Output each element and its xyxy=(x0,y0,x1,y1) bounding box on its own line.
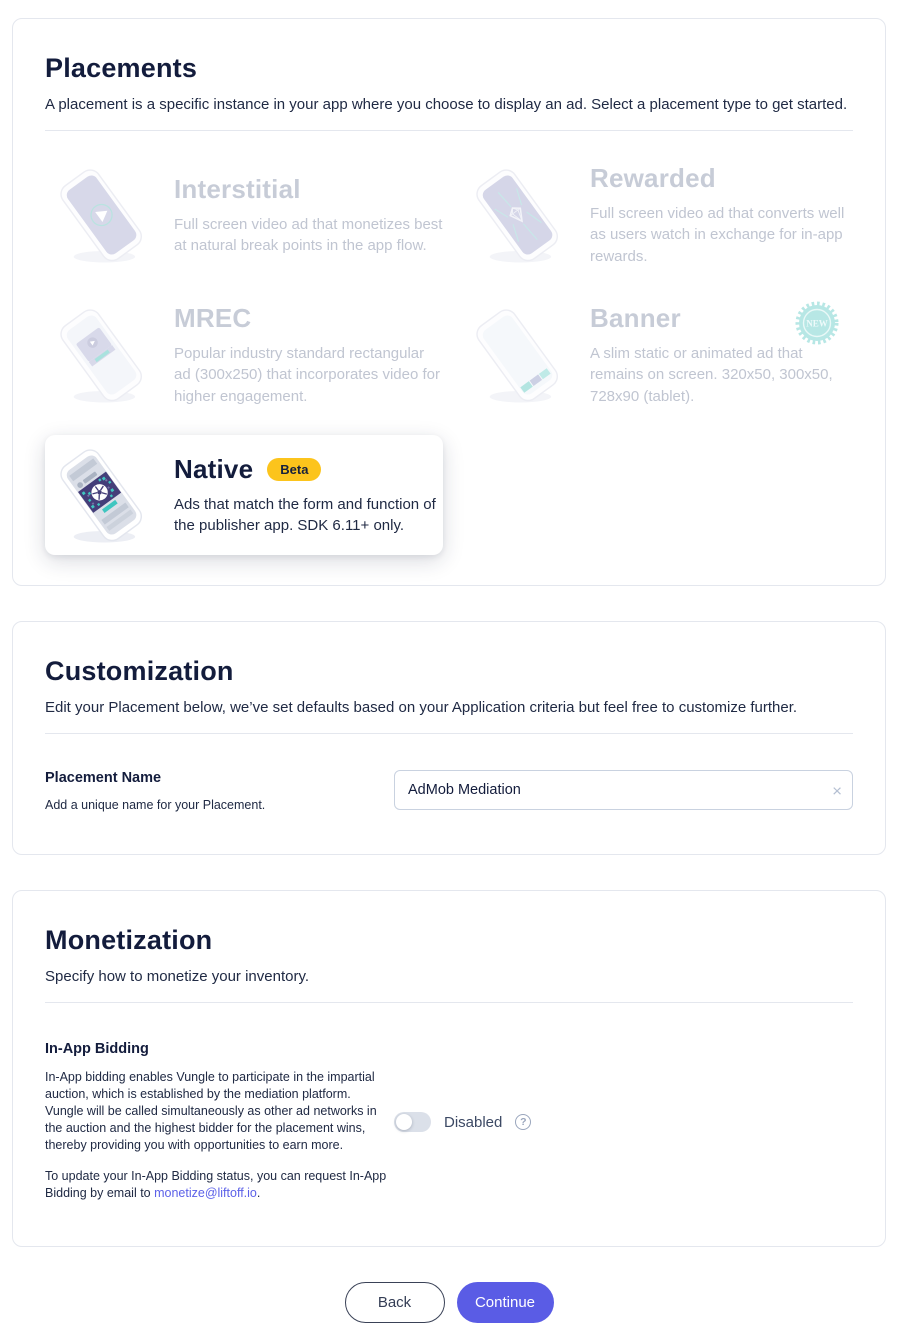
native-phone-icon xyxy=(45,438,160,553)
placement-type-title: Rewarded xyxy=(590,163,716,194)
placement-type-title: Interstitial xyxy=(174,173,301,204)
in-app-bidding-toggle[interactable] xyxy=(394,1112,431,1132)
new-badge-icon xyxy=(795,301,839,345)
in-app-bidding-description: In-App bidding enables Vungle to participate in the impartial auction, which is established by the mediation platform. Vungle will be called simultaneously as other ad networks in the auction and the highest bidder for the placement wins, thereby providing you with opportunities to earn more. xyxy=(45,1070,377,1152)
placements-subtitle: A placement is a specific instance in your app where you choose to display an ad. Select a placement type to get started. xyxy=(45,96,848,113)
placement-type-rewarded[interactable] xyxy=(461,155,853,275)
in-app-bidding-label: In-App Bidding xyxy=(45,1041,149,1057)
placement-type-description: Full screen video ad that converts well as users watch in exchange for in-app rewards. xyxy=(590,205,845,265)
continue-button[interactable]: Continue xyxy=(457,1282,554,1323)
placement-type-banner[interactable] xyxy=(461,295,853,415)
placement-type-description: Popular industry standard rectangular ad (300x250) that incorporates video for higher engagement. xyxy=(174,345,440,405)
placement-type-description: A slim static or animated ad that remains on screen. 320x50, 300x50, 728x90 (tablet). xyxy=(590,345,833,405)
placement-type-description: Ads that match the form and function of the publisher app. SDK 6.11+ only. xyxy=(174,495,436,534)
divider xyxy=(45,733,853,734)
divider xyxy=(45,130,853,131)
placement-type-title: Banner xyxy=(590,303,681,334)
monetization-title: Monetization xyxy=(45,925,213,955)
placements-card xyxy=(12,18,886,586)
placement-type-mrec[interactable] xyxy=(45,295,443,415)
mrec-phone-icon xyxy=(45,298,160,413)
banner-phone-icon xyxy=(461,298,576,413)
placement-name-label: Placement Name xyxy=(45,770,162,786)
rewarded-phone-icon xyxy=(461,158,576,273)
in-app-bidding-row xyxy=(45,1041,853,1202)
placement-name-field-row xyxy=(45,770,853,812)
placement-type-grid xyxy=(45,155,853,555)
placement-type-title: MREC xyxy=(174,303,252,334)
beta-badge: Beta xyxy=(267,458,321,481)
clear-input-icon[interactable]: × xyxy=(832,781,842,801)
interstitial-phone-icon xyxy=(45,158,160,273)
help-icon[interactable]: ? xyxy=(515,1114,531,1130)
divider xyxy=(45,1002,853,1003)
placements-title: Placements xyxy=(45,53,198,83)
monetize-email-link[interactable]: monetize@liftoff.io xyxy=(154,1186,257,1201)
svg-text:NEW: NEW xyxy=(806,318,828,329)
footer-actions xyxy=(0,1282,898,1323)
customization-title: Customization xyxy=(45,656,234,686)
customization-subtitle: Edit your Placement below, we’ve set defaults based on your Application criteria but feel free to customize further. xyxy=(45,699,798,716)
monetization-card xyxy=(12,890,886,1247)
back-button[interactable]: Back xyxy=(345,1282,445,1323)
in-app-bidding-update-note: To update your In-App Bidding status, you can request In-App Bidding by email to monetize@liftoff.io. xyxy=(45,1169,387,1201)
placement-type-native[interactable] xyxy=(45,435,443,555)
placement-type-interstitial[interactable] xyxy=(45,155,443,275)
placement-type-title: Native xyxy=(174,453,254,484)
placement-type-description: Full screen video ad that monetizes best at natural break points in the app flow. xyxy=(174,215,443,254)
placement-name-input[interactable] xyxy=(394,770,853,810)
placement-name-help: Add a unique name for your Placement. xyxy=(45,798,266,812)
in-app-bidding-status: Disabled xyxy=(444,1113,503,1131)
monetization-subtitle: Specify how to monetize your inventory. xyxy=(45,968,310,985)
toggle-knob xyxy=(396,1114,412,1130)
customization-card xyxy=(12,621,886,855)
